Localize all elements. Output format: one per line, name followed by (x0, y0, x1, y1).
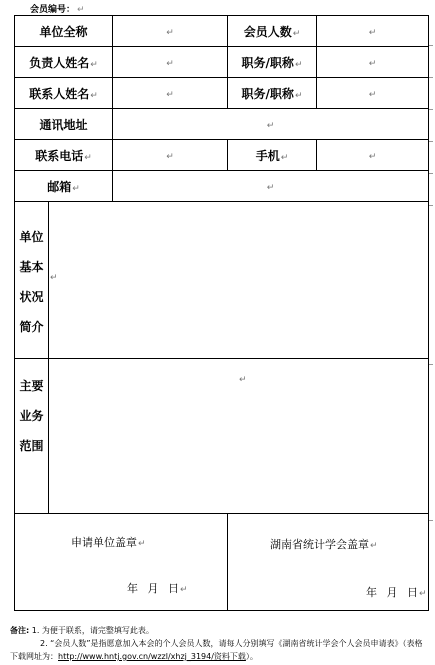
row-leader (15, 47, 429, 78)
phone-label: 联系电话↵ (15, 140, 113, 171)
society-stamp-label: 湖南省统计学会盖章↵ (270, 538, 378, 551)
row-end-marker (429, 173, 433, 174)
row-business-scope (15, 359, 429, 514)
row-end-marker (429, 77, 433, 78)
phone-field[interactable]: ↵ (113, 140, 228, 171)
row-end-marker (429, 141, 433, 142)
business-scope-label: 主要 业务 范围 (15, 359, 49, 514)
leader-position-field[interactable]: ↵ (317, 47, 429, 78)
basic-intro-field[interactable]: ↵ (49, 202, 429, 359)
member-number-label: 会员编号： ↵ (30, 5, 85, 15)
contact-position-field[interactable]: ↵ (317, 78, 429, 109)
download-link[interactable]: http://www.hntj.gov.cn/wzzl/xhzj_3194/资料下载 (58, 652, 246, 661)
row-end-marker (429, 520, 433, 521)
leader-name-field[interactable]: ↵ (113, 47, 228, 78)
row-unit-name (15, 16, 429, 47)
mobile-label: 手机↵ (228, 140, 317, 171)
member-count-label: 会员人数↵ (228, 16, 317, 47)
business-scope-field[interactable]: ↵ (49, 359, 429, 514)
mobile-field[interactable]: ↵ (317, 140, 429, 171)
society-stamp-cell (228, 514, 429, 611)
basic-intro-label: 单位 基本 状况 简介 (15, 202, 49, 359)
applicant-stamp-cell (15, 514, 228, 611)
email-label: 邮箱↵ (15, 171, 113, 202)
applicant-stamp-date: 年 月 日↵ (127, 582, 188, 595)
footnotes (10, 624, 430, 663)
row-address (15, 109, 429, 140)
row-basic-intro (15, 202, 429, 359)
unit-name-label: 单位全称 (15, 16, 113, 47)
member-count-field[interactable]: ↵ (317, 16, 429, 47)
row-phone (15, 140, 429, 171)
row-end-marker (429, 109, 433, 110)
application-table (14, 15, 429, 611)
footnote-1: 备注: 1. 为便于联系，请完整填写此表。 (10, 626, 154, 635)
address-label: 通讯地址 (15, 109, 113, 140)
unit-name-field[interactable]: ↵ (113, 16, 228, 47)
row-contact (15, 78, 429, 109)
applicant-stamp-label: 申请单位盖章↵ (71, 536, 146, 549)
society-stamp-date: 年 月 日↵ (366, 586, 427, 599)
row-end-marker (429, 45, 433, 46)
row-end-marker (429, 364, 433, 365)
contact-name-label: 联系人姓名↵ (15, 78, 113, 109)
row-stamps (15, 514, 429, 611)
contact-name-field[interactable]: ↵ (113, 78, 228, 109)
leader-position-label: 职务/职称↵ (228, 47, 317, 78)
row-email (15, 171, 429, 202)
contact-position-label: 职务/职称↵ (228, 78, 317, 109)
row-end-marker (429, 205, 433, 206)
leader-name-label: 负责人姓名↵ (15, 47, 113, 78)
address-field[interactable]: ↵ (113, 109, 429, 140)
footnote-2: 2. “会员人数”是指愿意加入本会的个人会员人数，请每人分别填写《湖南省统计学会个人会员申请表》（表格下载网址为：http://www.hntj.gov.cn/wzzl/xhzj_3194/资料下载）。 (10, 639, 423, 661)
email-field[interactable]: ↵ (113, 171, 429, 202)
